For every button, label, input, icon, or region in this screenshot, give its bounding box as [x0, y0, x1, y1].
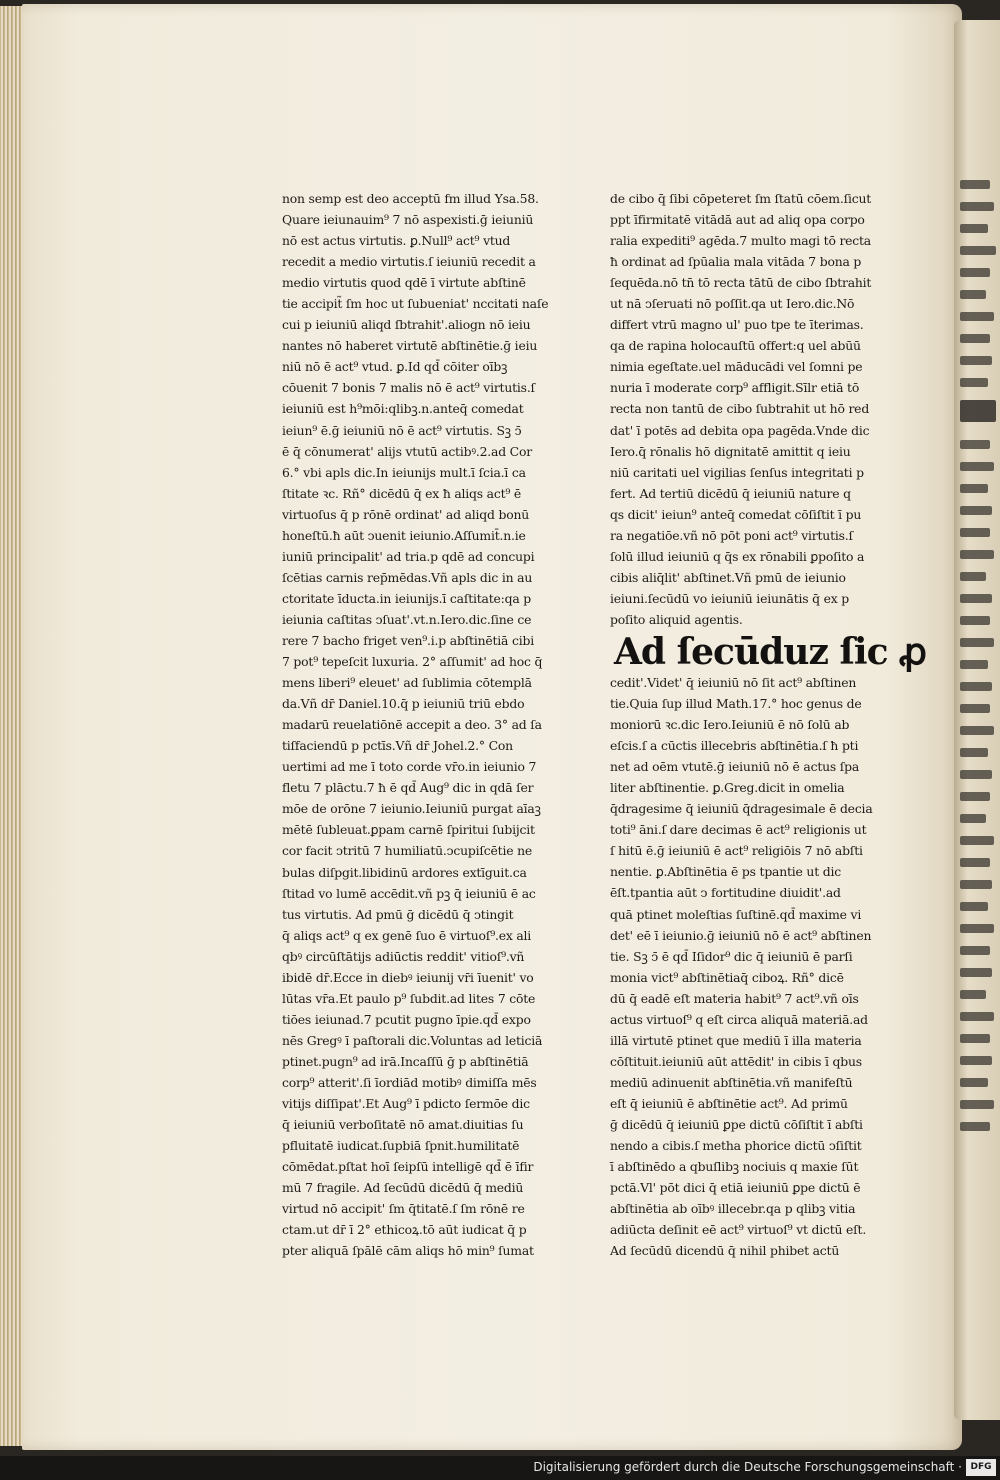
text-line: ſ hitū ē.ḡ ieiuniū ē act⁹ religiōis 7 nō abſti	[610, 843, 863, 859]
text-line: vitijs diſſipat'.Et Aug⁹ ī pdicto ſermōe dic	[282, 1096, 530, 1112]
text-line: q̄ ieiuniū verboſitatē nō amat.diuitias ſu	[282, 1117, 524, 1133]
text-line: ptinet.pugn⁹ ad irā.Incaſſū ḡ p abſtinētiā	[282, 1053, 529, 1069]
text-line: lūtas vr̄a.Et paulo p⁹ ſubdit.ad lites 7 cōte	[282, 990, 536, 1006]
text-line: 7 pot⁹ tepeſcit luxuria. 2° aſſumit' ad hoc q̄	[282, 654, 543, 670]
text-line: cōuenit 7 bonis 7 malis nō ē act⁹ virtutis.ſ	[282, 380, 535, 396]
text-line: quā ptinet moleſtias ſuſtinē.qd̄ maxime vi	[610, 906, 862, 922]
text-line: q̄dragesime q̄ ieiuniū q̄dragesimale ē decia	[610, 801, 873, 817]
text-line: ē q̄ cōnumerat' alijs vtutū actibꝰ.2.ad Cor	[282, 443, 532, 459]
text-line: qs dicit' ieiun⁹ anteq̄ comedat cōſiſtit ī pu	[610, 506, 862, 522]
text-line: Ad ſecūdū dicendū q̄ nihil phibet actū	[610, 1243, 840, 1259]
text-line: pctā.Vl' pōt dici q̄ etiā ieiuniū ꝑpe dictū ē	[610, 1180, 861, 1196]
left-text-column	[282, 188, 582, 1261]
text-line: det' eē ī ieiunio.ḡ ieiuniū nō ē act⁹ abſtinen	[610, 927, 872, 943]
text-line: pfluitatē iudicat.ſupbiā ſpnit.humilitatē	[282, 1138, 520, 1154]
text-line: illā virtutē ptinet que mediū ī illa materia	[610, 1032, 862, 1048]
text-line: mōe de orōne 7 ieiunio.Ieiuniū purgat aīaꝫ	[282, 801, 541, 817]
text-line: ra negatiōe.vñ nō pōt poni act⁹ virtutis.ſ	[610, 527, 853, 543]
text-line: nentie. ꝑ.Abſtinētia ē ps tpantie ut dic	[610, 864, 841, 880]
text-line: nantes nō haberet virtutē abſtinētie.ḡ ieiu	[282, 338, 538, 354]
text-line: eſcis.ſ a cūctis illecebris abſtinētia.ſ ħ pti	[610, 738, 859, 754]
text-line: liter abſtinentie. ꝑ.Greg.dicit in omelia	[610, 780, 845, 796]
text-line: cui p ieiuniū aliqd ſbtrahit'.aliogn nō ieiu	[282, 317, 531, 333]
section-heading: Ad ſecūduz ſic ꝓ	[614, 630, 926, 673]
text-line: ieiuniū est h⁹mōi:qlibꝫ.n.anteq̄ comedat	[282, 401, 524, 417]
text-line: tie accipit̃ ſm hoc ut ſubueniat' nccitati naſe	[282, 296, 549, 312]
text-line: toti⁹ āni.ſ dare decimas ē act⁹ religionis ut	[610, 822, 867, 838]
text-line: medio virtutis quod qdē ī virtute abſtinē	[282, 275, 526, 291]
text-line: da.Vñ dr̄ Daniel.10.q̄ p ieiuniū triū ebdo	[282, 696, 525, 712]
text-line: ieiuni.ſecūdū vo ieiuniū ieiunātis q̄ ex p	[610, 590, 850, 606]
text-line: honeſtū.ħ aūt ↄuenit ieiunio.Aſſumit̄.n.ie	[282, 527, 526, 543]
text-line: net ad oēm vtutē.ḡ ieiuniū nō ē actus ſpa	[610, 759, 860, 775]
text-line: niū caritati uel vigilias ſenſus integritati p	[610, 464, 864, 480]
text-line: 6.° vbi apls dic.In ieiunijs mult.ī ſcia.ī ca	[282, 464, 526, 480]
text-line: Iero.q̄ rōnalis hō dignitatē amittit q ieiu	[610, 443, 851, 459]
text-line: mētē ſubleuat.ꝑpam carnē ſpiritui ſubijcit	[282, 822, 535, 838]
text-line: virtuoſus q̄ p rōnē ordinat' ad aliqd bonū	[282, 506, 530, 522]
text-line: tiſfaciendū p pctīs.Vñ dr̄ Johel.2.° Con	[282, 738, 513, 754]
text-line: eſt q̄ ieiuniū ē abſtinētie act⁹. Ad primū	[610, 1095, 848, 1111]
text-line: madarū reuelatiōnē accepit a deo. 3° ad ſa	[282, 717, 542, 733]
text-line: ſtitad vo lumē accēdit.vñ pꝫ q̄ ieiuniū ē ac	[282, 885, 536, 901]
text-line: qa de rapina holocauſtū offert:q uel abūū	[610, 338, 861, 354]
text-line: mens liberi⁹ eleuet' ad ſublimia cōtemplā	[282, 675, 532, 691]
text-line: cedit'.Videt' q̄ ieiuniū nō ſit act⁹ abſtinen	[610, 674, 857, 690]
text-line: nēs Gregꝰ ī paſtorali dic.Voluntas ad leticiā	[282, 1032, 543, 1048]
text-line: cor facit ↄtritū 7 humiliatū.ↄcupiſcētie ne	[282, 843, 533, 859]
text-line: nuria ī moderate corp⁹ affligit.Sīlr etiā tō	[610, 380, 860, 396]
text-line: ppt īfirmitatē vitādā aut ad aliq opa corpo	[610, 212, 865, 228]
text-line: virtud nō accipit' ſm q̄titatē.ſ ſm rōnē re	[282, 1201, 525, 1217]
text-line: tie. Sꝫ ↄ̄ ē qd̄ Iſidor⁹ dic q̄ ieiuniū ē parſi	[610, 948, 853, 964]
text-line: monia vict⁹ abſtinētiaq̄ ciboꝝ. Rñ° dicē	[610, 969, 844, 985]
text-line: corp⁹ atterit'.ſi īordiād motibꝰ dimiſſa mēs	[282, 1074, 537, 1090]
text-line: ctoritate īducta.in ieiunijs.ī caſtitate:qa p	[282, 590, 532, 606]
text-line: iuniū principalit' ad tria.p qdē ad concupi	[282, 548, 535, 564]
text-line: pter aliquā ſpālē cām aliqs hō min⁹ ſumat	[282, 1243, 534, 1259]
text-line: mū 7 fragile. Ad ſecūdū dicēdū q̄ mediū	[282, 1180, 524, 1196]
text-line: recta non tantū de cibo ſubtrahit ut hō red	[610, 401, 870, 417]
text-line: dū q̄ eadē eſt materia habit⁹ 7 act⁹.vñ oīs	[610, 990, 859, 1006]
text-line: ſtitate ꝛc. Rñ° dicēdū q̄ ex ħ aliqs act⁹ ē	[282, 485, 522, 501]
text-line: uertimi ad me ī toto corde vr̄o.in ieiunio 7	[282, 759, 537, 775]
text-line: ēſt.tpantia aūt ↄ fortitudine diuidit'.ad	[610, 885, 841, 901]
text-line: abſtinētia ab oībꝰ illecebr.qa p qlibꝫ vitia	[610, 1201, 856, 1217]
right-column-upper-text	[610, 188, 906, 630]
text-line: actus virtuoſ⁹ q eſt circa aliquā materiā.ad	[610, 1011, 868, 1027]
text-line: niū nō ē act⁹ vtud. ꝑ.Id qd̄ cōiter oībꝫ	[282, 359, 508, 375]
text-line: fert. Ad tertiū dicēdū q̄ ieiuniū nature q	[610, 485, 851, 501]
text-line: dat' ī potēs ad debita opa pagēda.Vnde dic	[610, 422, 870, 438]
text-line: ſcētias carnis rep̄mēdas.Vñ apls dic in au	[282, 569, 533, 585]
text-line: cōmēdat.pſtat hoī ſeipſū intelligē qd̄ ē īfir	[282, 1159, 534, 1175]
text-line: adiūcta deſinit eē act⁹ virtuoſ⁹ vt dictū eſt.	[610, 1222, 867, 1238]
text-line: recedit a medio virtutis.ſ ieiuniū recedit a	[282, 254, 536, 270]
text-line: tiōes ieiunad.7 pcutit pugno īpie.qd̄ expo	[282, 1011, 531, 1027]
text-line: ſequēda.nō tn̄ tō recta tātū de cibo ſbtrahit	[610, 275, 872, 291]
text-line: ḡ dicēdū q̄ ieiuniū ꝑpe dictū cōſiſtit ī abſti	[610, 1116, 863, 1132]
text-line: ſolū illud ieiuniū q q̄s ex rōnabili ꝑpoſito a	[610, 548, 865, 564]
text-line: qbꝰ circūſtātijs adiūctis reddit' vitioſ⁹.vñ	[282, 948, 525, 964]
footer-bar	[0, 1456, 1000, 1480]
text-line: tie.Quia ſup illud Math.17.° hoc genus de	[610, 696, 862, 712]
text-line: q̄ aliqs act⁹ q ex genē ſuo ē virtuoſ⁹.ex ali	[282, 927, 532, 943]
text-line: ħ ordinat ad ſpūalia mala vitāda 7 bona p	[610, 254, 862, 270]
text-line: de cibo q̄ ſibi cōpeteret ſm ſtatū cōem.ſicut	[610, 191, 872, 206]
facing-page-edge	[954, 20, 1000, 1420]
page-edges	[0, 6, 23, 1446]
text-line: cibis aliq̄lit' abſtinet.Vñ pmū de ieiunio	[610, 569, 846, 585]
text-line: Quare ieiunauim⁹ 7 nō aspexisti.ḡ ieiuniū	[282, 212, 534, 228]
text-line: nō est actus virtutis. ꝑ.Null⁹ act⁹ vtud	[282, 233, 511, 249]
text-line: ut nā ↄſeruati nō poſſit.qa ut Iero.dic.Nō	[610, 296, 855, 312]
dfg-logo: DFG	[966, 1459, 996, 1476]
text-line: moniorū ꝛc.dic Iero.Ieiuniū ē nō ſolū ab	[610, 717, 850, 733]
text-line: ctam.ut dr̄ ī 2° ethicoꝝ.tō aūt iudicat q̄ p	[282, 1222, 527, 1238]
text-line: ralia expediti⁹ agēda.7 multo magi tō recta	[610, 233, 871, 249]
text-line: rere 7 bacho friget ven⁹.i.p abſtinētiā cibi	[282, 632, 534, 648]
text-line: fletu 7 plāctu.7 ħ ē qd̄ Aug⁹ dic in qdā ſer	[282, 780, 534, 796]
footer-credit: Digitalisierung gefördert durch die Deutsche Forschungsgemeinschaft ·	[533, 1460, 962, 1474]
text-line: ieiunia caſtitas ↄſuat'.vt.n.Iero.dic.ſine ce	[282, 611, 532, 627]
text-line: nimia egeſtate.uel māducādi vel ſomni pe	[610, 359, 863, 375]
right-text-column	[610, 188, 926, 1261]
text-line: non semp est deo acceptū fm illud Ysa.58.	[282, 191, 539, 206]
text-line: tus virtutis. Ad pmū ḡ dicēdū q̄ ↄtingit	[282, 906, 514, 922]
text-line: mediū adinuenit abſtinētia.vñ manifeſtū	[610, 1074, 853, 1090]
text-line: ibidē dr̄.Ecce in diebꝰ ieiunij vr̄i īuenit' vo	[282, 969, 534, 985]
text-line: nendo a cibis.ſ metha phorice dictū ↄſiſtit	[610, 1138, 862, 1154]
text-line: ieiun⁹ ē.ḡ ieiuniū nō ē act⁹ virtutis. Sꝫ ↄ̄	[282, 422, 522, 438]
right-column-lower-text	[610, 672, 906, 1261]
text-line: differt vtrū magno ul' puo tpe te īterimas.	[610, 317, 864, 333]
text-line: poſito aliquid agentis.	[610, 611, 743, 627]
text-line: cōſtituit.ieiuniū aūt attēdit' in cibis ī qbus	[610, 1053, 862, 1069]
text-line: bulas diſpgit.libidinū ardores extīguit.ca	[282, 864, 527, 880]
text-line: ī abſtinēdo a qbuſlibꝫ nociuis q maxie ſūt	[610, 1159, 859, 1175]
